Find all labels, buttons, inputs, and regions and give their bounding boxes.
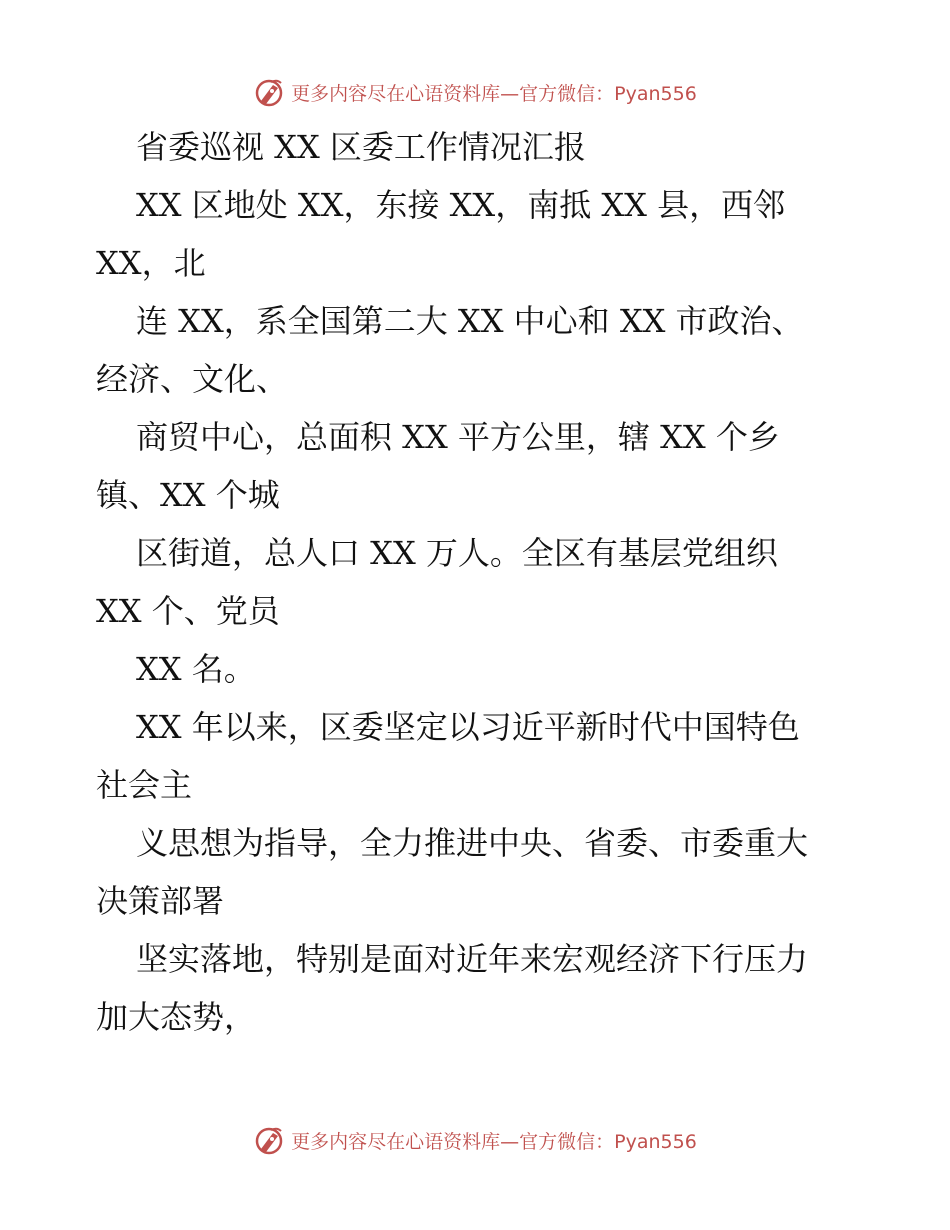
paragraph-line: 区街道，总人口 XX 万人。全区有基层党组织	[136, 534, 778, 572]
paragraph-line: XX 年以来，区委坚定以习近平新时代中国特色	[136, 708, 800, 746]
paragraph-line: XX 名。	[136, 650, 256, 688]
paragraph-line: 商贸中心，总面积 XX 平方公里，辖 XX 个乡	[136, 418, 780, 456]
header-watermark	[0, 72, 950, 112]
paragraph-line: 镇、XX 个城	[96, 476, 280, 514]
paragraph-line: 决策部署	[96, 882, 225, 920]
watermark-text: 更多内容尽在心语资料库—官方微信：Pyan556	[291, 82, 697, 105]
document-title: 省委巡视 XX 区委工作情况汇报	[136, 128, 586, 166]
paragraph-line: 义思想为指导，全力推进中央、省委、市委重大	[136, 824, 809, 862]
paragraph-line: XX 个、党员	[96, 592, 280, 630]
paragraph-line: 连 XX，系全国第二大 XX 中心和 XX 市政治、	[136, 302, 804, 340]
paragraph-line: XX 区地处 XX，东接 XX，南抵 XX 县，西邻	[136, 186, 786, 224]
paragraph-line: XX，北	[96, 244, 206, 282]
paragraph-line: 经济、文化、	[96, 360, 289, 398]
paragraph-line: 坚实落地，特别是面对近年来宏观经济下行压力	[136, 940, 809, 978]
footer-watermark	[0, 1120, 950, 1160]
pen-nib-logo-icon	[253, 1124, 285, 1156]
paragraph-line: 社会主	[96, 766, 193, 804]
watermark-text: 更多内容尽在心语资料库—官方微信：Pyan556	[291, 1130, 697, 1153]
pen-nib-logo-icon	[253, 76, 285, 108]
paragraph-line: 加大态势，	[96, 998, 257, 1036]
